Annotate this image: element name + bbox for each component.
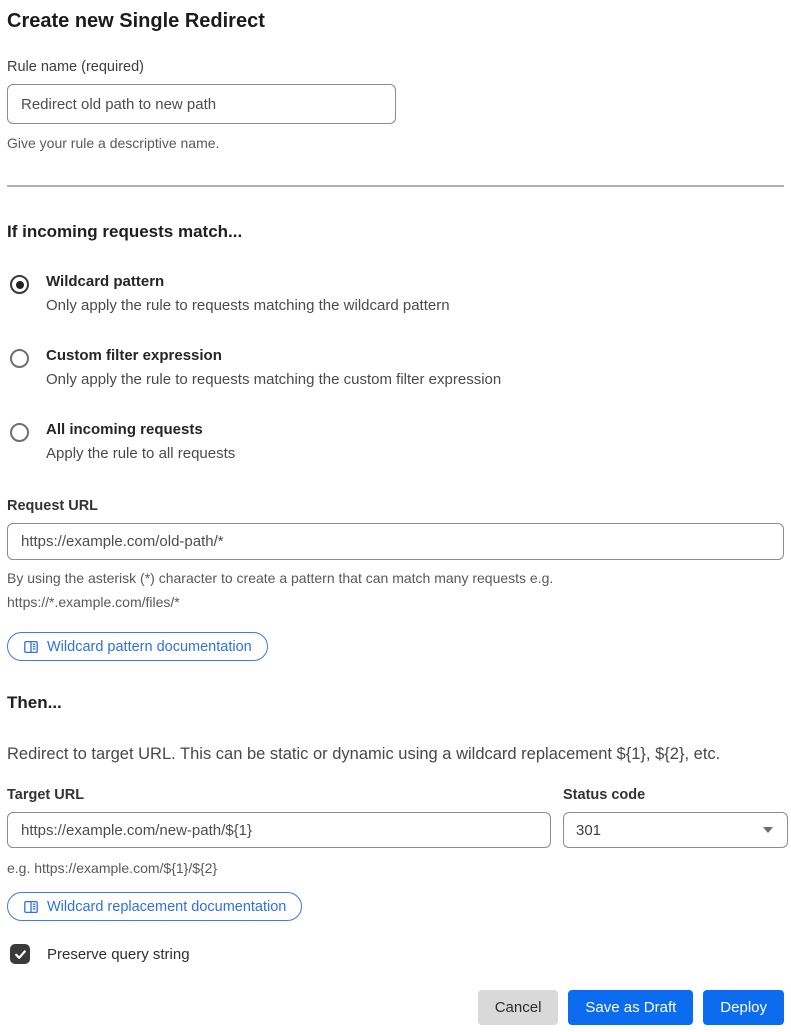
radio-option-description: Only apply the rule to requests matching the custom filter expression bbox=[46, 371, 502, 388]
radio-option-custom-filter[interactable] bbox=[7, 346, 784, 390]
wildcard-replacement-doc-button[interactable] bbox=[7, 892, 302, 921]
save-as-draft-button[interactable]: Save as Draft bbox=[568, 990, 693, 1025]
radio-option-description: Apply the rule to all requests bbox=[46, 445, 236, 462]
radio-option-label: Custom filter expression bbox=[46, 347, 222, 364]
footer-actions bbox=[7, 990, 784, 1025]
book-open-icon bbox=[23, 639, 39, 655]
wildcard-pattern-doc-label: Wildcard pattern documentation bbox=[47, 638, 252, 655]
section-divider bbox=[7, 185, 784, 187]
radio-selected-icon[interactable] bbox=[10, 275, 29, 294]
status-code-select[interactable] bbox=[563, 812, 788, 848]
radio-unselected-icon[interactable] bbox=[10, 349, 29, 368]
target-url-help: e.g. https://example.com/${1}/${2} bbox=[7, 860, 218, 876]
match-section-heading: If incoming requests match... bbox=[7, 222, 243, 241]
deploy-button[interactable]: Deploy bbox=[703, 990, 784, 1025]
then-section-heading: Then... bbox=[7, 693, 62, 712]
rule-name-input[interactable] bbox=[7, 84, 396, 124]
radio-option-description: Only apply the rule to requests matching the wildcard pattern bbox=[46, 297, 450, 314]
status-code-selected-value: 301 bbox=[576, 821, 602, 839]
request-url-help-line1: By using the asterisk (*) character to create a pattern that can match many requests e.g. bbox=[7, 570, 554, 586]
request-url-input[interactable] bbox=[7, 523, 784, 560]
request-url-label: Request URL bbox=[7, 498, 99, 514]
preserve-query-label: Preserve query string bbox=[47, 945, 190, 963]
radio-option-label: Wildcard pattern bbox=[46, 273, 165, 290]
request-url-help bbox=[7, 566, 784, 614]
wildcard-pattern-doc-button[interactable] bbox=[7, 632, 268, 661]
then-description: Redirect to target URL. This can be static or dynamic using a wildcard replacement ${1}, ${2}, etc. bbox=[7, 745, 721, 763]
radio-option-wildcard-pattern[interactable] bbox=[7, 272, 784, 316]
status-code-label: Status code bbox=[563, 787, 646, 803]
checkbox-checked-icon[interactable] bbox=[10, 944, 30, 964]
match-type-radio-group bbox=[7, 272, 784, 464]
radio-option-all-requests[interactable] bbox=[7, 420, 784, 464]
preserve-query-row[interactable] bbox=[7, 944, 784, 964]
rule-name-label: Rule name (required) bbox=[7, 59, 145, 75]
chevron-down-icon bbox=[763, 827, 773, 833]
cancel-button[interactable]: Cancel bbox=[478, 990, 559, 1025]
request-url-help-line2: https://*.example.com/files/* bbox=[7, 594, 180, 610]
wildcard-replacement-doc-label: Wildcard replacement documentation bbox=[47, 898, 287, 915]
rule-name-help: Give your rule a descriptive name. bbox=[7, 135, 220, 151]
radio-unselected-icon[interactable] bbox=[10, 423, 29, 442]
target-url-label: Target URL bbox=[7, 787, 85, 803]
book-open-icon bbox=[23, 899, 39, 915]
target-url-input[interactable] bbox=[7, 812, 551, 848]
page-title: Create new Single Redirect bbox=[7, 10, 265, 32]
target-status-row bbox=[7, 787, 784, 880]
radio-option-label: All incoming requests bbox=[46, 421, 203, 438]
